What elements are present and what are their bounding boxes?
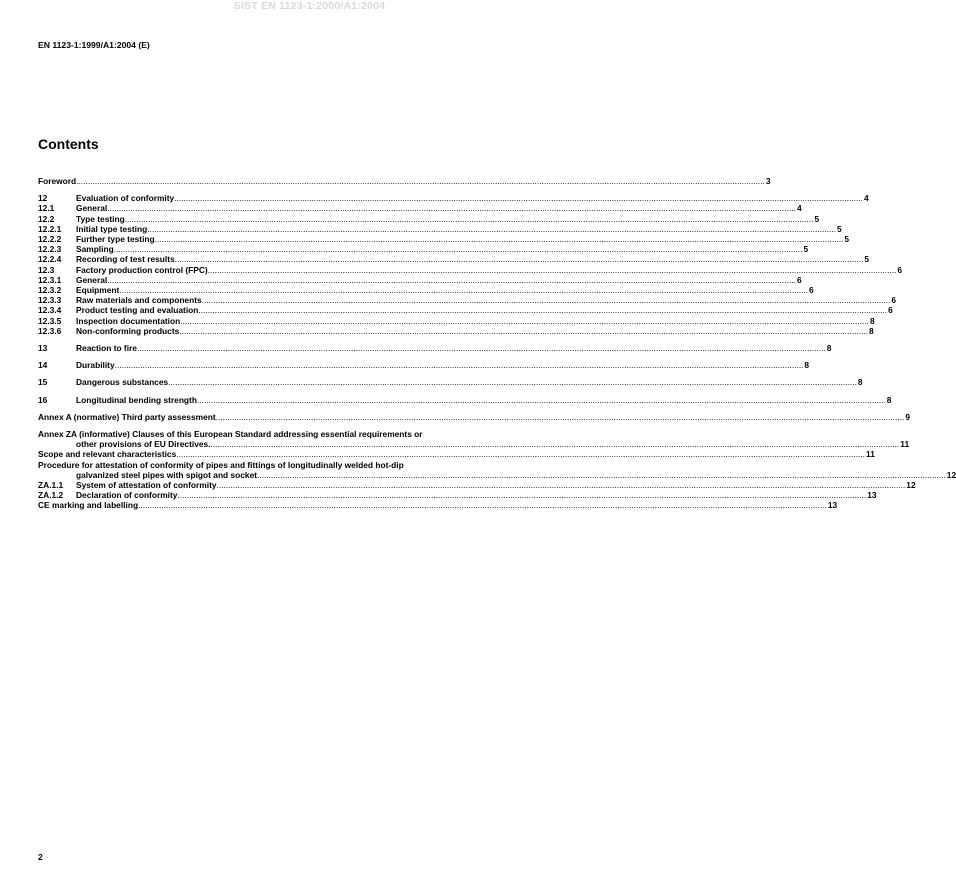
toc-entry-annex-za[interactable] (38, 429, 910, 450)
toc-title: Foreword (38, 176, 77, 186)
toc-title: Scope and relevant characteristics (38, 449, 177, 460)
leader-dots (168, 377, 857, 387)
toc-page: 6 (897, 264, 903, 275)
toc-number: 12.2.4 (38, 254, 62, 265)
toc-number: 12.2 (38, 213, 55, 224)
toc-page: 6 (888, 305, 893, 316)
leader-dots (179, 326, 868, 336)
toc-entry-13[interactable] (38, 343, 832, 354)
toc-entry[interactable] (38, 213, 820, 224)
toc-number: 13 (38, 343, 48, 354)
toc-page: 8 (857, 377, 863, 388)
toc-page: 11 (866, 449, 875, 460)
leader-dots (217, 480, 906, 490)
toc-entry[interactable] (38, 234, 850, 245)
toc-title: Evaluation of conformity (76, 193, 175, 204)
toc-entry[interactable] (38, 315, 875, 326)
leader-dots (174, 193, 863, 203)
leader-dots (107, 203, 796, 213)
toc-page: 8 (826, 343, 832, 354)
toc-entry-za-1-2[interactable] (38, 490, 877, 501)
toc-entry[interactable] (38, 193, 869, 204)
leader-dots (125, 214, 814, 224)
toc-number: 12.1 (38, 203, 55, 214)
toc-entry[interactable] (38, 295, 897, 306)
toc-title-line1: Annex ZA (informative) Clauses of this European Standard addressing essential requirements or (38, 429, 423, 440)
toc-page: 6 (809, 285, 814, 296)
toc-title: Equipment (76, 285, 120, 296)
watermark: SIST EN 1123-1:2000/A1:2004 (233, 0, 386, 12)
leader-dots (76, 176, 765, 186)
toc-title: Dangerous substances (76, 377, 169, 388)
toc-page: 12 (946, 469, 956, 480)
toc-group-12 (38, 193, 903, 336)
leader-dots (257, 470, 946, 480)
leader-dots (211, 439, 900, 449)
leader-dots (115, 360, 804, 370)
toc-number: 12.3.4 (38, 305, 62, 316)
toc-title: Recording of test results (76, 254, 175, 265)
toc-title: Non-conforming products (76, 325, 180, 336)
toc-entry[interactable] (38, 223, 842, 234)
toc-title: Durability (76, 360, 115, 371)
toc-page: 5 (844, 234, 850, 245)
toc-number: 12.3 (38, 264, 55, 275)
toc-title: Further type testing (76, 234, 155, 245)
toc-entry[interactable] (38, 244, 809, 255)
toc-entry[interactable] (38, 203, 802, 214)
toc-title: Raw materials and components (76, 295, 202, 306)
toc-page: 5 (864, 254, 870, 265)
leader-dots (119, 285, 808, 295)
toc-page: 5 (814, 213, 820, 224)
toc-number: 12.2.2 (38, 234, 62, 245)
toc-title: Factory production control (FPC) (76, 264, 208, 275)
toc-title: Sampling (76, 244, 114, 255)
toc-title: System of attestation of conformity (76, 480, 217, 491)
leader-dots (208, 265, 897, 275)
leader-dots (107, 275, 796, 285)
toc-page: 4 (796, 203, 802, 214)
toc-page: 8 (886, 394, 892, 405)
toc-number: 12.3.6 (38, 325, 62, 336)
toc-number: 14 (38, 360, 48, 371)
toc-number: 15 (38, 377, 48, 388)
toc-entry[interactable] (38, 305, 893, 316)
toc-entry[interactable] (38, 285, 814, 296)
toc-title-line2: other provisions of EU Directives. (76, 439, 211, 450)
toc-number: 12.2.3 (38, 244, 62, 255)
toc-number: 12.3.2 (38, 285, 62, 296)
leader-dots (138, 500, 827, 510)
toc-entry[interactable] (38, 264, 903, 275)
toc-page: 13 (827, 500, 838, 511)
toc-title: CE marking and labelling (38, 500, 139, 511)
toc-entry[interactable] (38, 325, 874, 336)
toc-entry-14[interactable] (38, 360, 810, 371)
toc-entry-annex-a[interactable] (38, 411, 911, 422)
leader-dots (198, 305, 887, 315)
toc-entry-ce-marking[interactable] (38, 500, 838, 511)
toc-page: 4 (863, 193, 869, 204)
toc-number: ZA.1.2 (38, 490, 64, 501)
toc-entry-15[interactable] (38, 377, 863, 388)
toc-title: Reaction to fire (76, 343, 137, 354)
toc-title: Initial type testing (76, 223, 148, 234)
toc-title-line2: galvanized steel pipes with spigot and socket (76, 469, 258, 480)
toc-entry[interactable] (38, 254, 870, 265)
toc-title: General (76, 203, 108, 214)
toc-entry-16[interactable] (38, 394, 892, 405)
toc-entry-scope[interactable] (38, 449, 875, 460)
leader-dots (175, 254, 864, 264)
toc-number: 16 (38, 394, 48, 405)
toc-page: 13 (867, 490, 877, 501)
toc-entry-za-1-1[interactable] (38, 480, 916, 491)
leader-dots (114, 244, 803, 254)
document-id: EN 1123-1:1999/A1:2004 (E) (38, 40, 150, 50)
leader-dots (176, 449, 865, 459)
toc-title: Longitudinal bending strength (76, 394, 197, 405)
page-title: Contents (38, 136, 99, 152)
leader-dots (155, 234, 844, 244)
page-number: 2 (38, 852, 43, 862)
toc-title: Inspection documentation (76, 315, 181, 326)
toc-number: 12.3.3 (38, 295, 62, 306)
leader-dots (180, 316, 869, 326)
toc-number: 12.3.5 (38, 315, 62, 326)
toc-title-line1: Procedure for attestation of conformity of pipes and fittings of longitudinally welded hot-dip (38, 459, 404, 470)
toc-entry-procedure[interactable] (38, 459, 956, 480)
leader-dots (216, 412, 905, 422)
toc-title: Type testing (76, 213, 125, 224)
table-of-contents (38, 176, 956, 511)
toc-page: 5 (836, 223, 842, 234)
toc-page: 3 (765, 176, 771, 186)
leader-dots (147, 224, 836, 234)
leader-dots (197, 395, 886, 405)
leader-dots (202, 295, 891, 305)
toc-page: 5 (803, 244, 809, 255)
toc-title: Product testing and evaluation (76, 305, 199, 316)
toc-entry[interactable] (38, 274, 802, 285)
toc-page: 8 (804, 360, 810, 371)
toc-number: ZA.1.1 (38, 480, 64, 491)
toc-title: General (76, 274, 108, 285)
toc-page: 12 (906, 480, 916, 491)
toc-page: 8 (869, 325, 874, 336)
toc-number: 12 (38, 193, 48, 204)
toc-page: 6 (796, 274, 802, 285)
toc-number: 12.2.1 (38, 223, 62, 234)
toc-number: 12.3.1 (38, 274, 62, 285)
toc-page: 9 (905, 411, 911, 422)
toc-title: Declaration of conformity (76, 490, 178, 501)
toc-title: Annex A (normative) Third party assessment (38, 411, 216, 422)
leader-dots (177, 490, 866, 500)
toc-page: 11 (900, 439, 910, 450)
toc-page: 8 (869, 315, 875, 326)
leader-dots (137, 343, 826, 353)
toc-page: 6 (891, 295, 897, 306)
toc-entry-foreword[interactable] (38, 176, 771, 186)
